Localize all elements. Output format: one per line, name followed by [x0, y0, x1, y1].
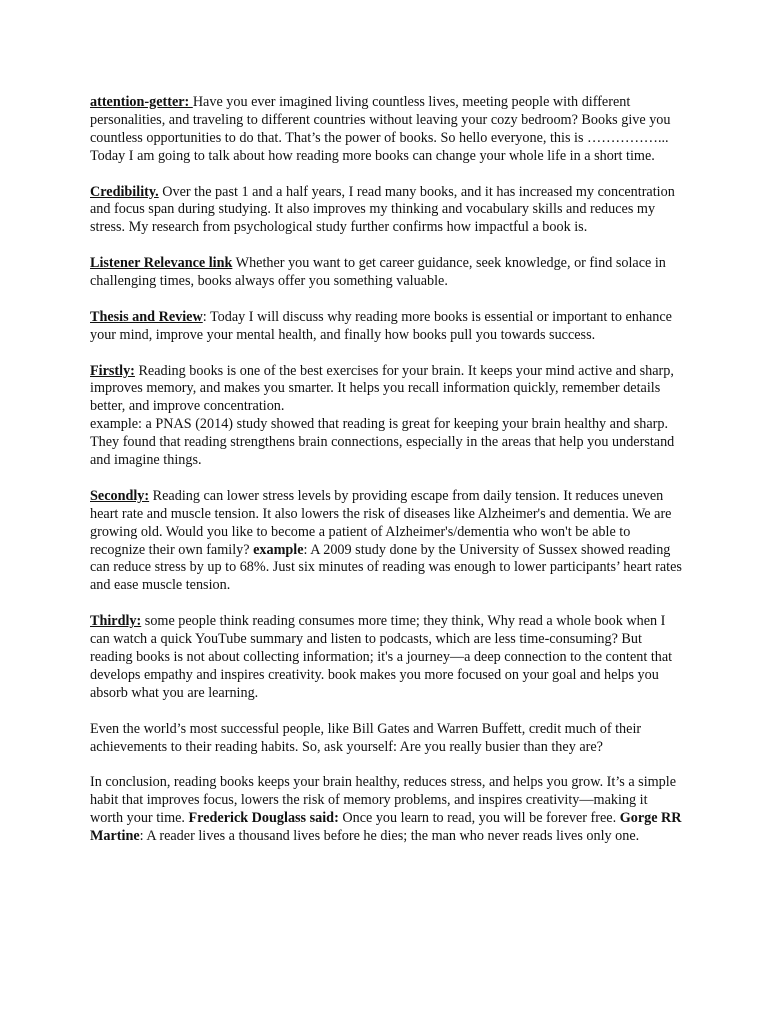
firstly-text: Reading books is one of the best exercises for your brain. It keeps your mind active and sharp, improves memory, and makes you smarter. It helps you recall information quickly, remember details better, and improve concentration. — [90, 362, 674, 415]
firstly-label: Firstly: — [90, 362, 135, 379]
credibility-text: Over the past 1 and a half years, I read many books, and it has increased my concentration and focus span during studying. It also improves my thinking and vocabulary skills and reduces my stress. My research from psychological study further confirms how impactful a book is. — [90, 183, 675, 236]
martin-quote-text: : A reader lives a thousand lives before he dies; the man who never reads lives only one. — [139, 828, 640, 845]
firstly-paragraph — [90, 363, 682, 470]
firstly-example: example: a PNAS (2014) study showed that reading is great for keeping your brain healthy and sharp. They found that reading strengthens brain connections, especially in the areas that help you understand and imagine things. — [90, 416, 675, 469]
thesis-review-text: : Today I will discuss why reading more books is essential or important to enhance your mind, improve your mental health, and finally how books pull you towards success. — [90, 308, 672, 343]
secondly-text: Reading can lower stress levels by providing escape from daily tension. It reduces uneven heart rate and muscle tension. It also lowers the risk of diseases like Alzheimer's and dementia. We are growing old. Would you like to become a patient of Alzheimer's/dementia who won't be able to recognize their own family? — [90, 487, 672, 558]
secondly-example-text: : A 2009 study done by the University of Sussex showed reading can reduce stress by up to 68%. Just six minutes of reading was enough to lower participants’ heart rates and ease muscle tension. — [90, 541, 682, 594]
credibility-paragraph — [90, 184, 682, 238]
thesis-review-label: Thesis and Review — [90, 308, 203, 325]
listener-relevance-paragraph — [90, 255, 682, 291]
thirdly-text: some people think reading consumes more time; they think, Why read a whole book when I can watch a quick YouTube summary and listen to podcasts, which are less time-consuming? But reading books is not about collecting information; it's a journey—a deep connection to the content that develops empathy and inspires creativity. book makes you more focused on your goal and helps you absorb what you are learning. — [90, 613, 673, 701]
secondly-paragraph — [90, 488, 682, 595]
successful-people-paragraph — [90, 721, 682, 757]
listener-relevance-label: Listener Relevance link — [90, 255, 233, 272]
martin-quote-label: Gorge RR Martine — [90, 810, 682, 845]
listener-relevance-text: Whether you want to get career guidance, seek knowledge, or find solace in challenging times, books always offer you something valuable. — [90, 255, 666, 290]
attention-getter-text: Have you ever imagined living countless lives, meeting people with different personalities, and traveling to different countries without leaving your cozy bedroom? Books give you countless opportunities to do that. That’s the power of books. So hello everyone, this is ……………... Today I am going to talk about how reading more books can change your whole life in a short time. — [90, 94, 671, 164]
douglass-quote-label: Frederick Douglass said: — [188, 810, 339, 827]
attention-getter-paragraph — [90, 94, 682, 166]
thirdly-label: Thirdly: — [90, 613, 142, 630]
secondly-example-label: example — [253, 541, 304, 558]
document-page — [90, 94, 682, 864]
conclusion-text: In conclusion, reading books keeps your brain healthy, reduces stress, and helps you grow. It’s a simple habit that improves focus, lowers the risk of memory problems, and inspires creativity—making it worth your time. — [90, 774, 677, 827]
attention-getter-label: attention-getter: — [90, 94, 193, 110]
thirdly-paragraph — [90, 613, 682, 703]
thesis-review-paragraph — [90, 309, 682, 345]
successful-people-text: Even the world’s most successful people, like Bill Gates and Warren Buffett, credit much of their achievements to their reading habits. So, ask yourself: Are you really busier than they are? — [90, 720, 642, 755]
douglass-quote-text: Once you learn to read, you will be forever free. — [338, 810, 620, 827]
conclusion-paragraph — [90, 774, 682, 846]
secondly-label: Secondly: — [90, 487, 150, 504]
credibility-label: Credibility. — [90, 183, 159, 200]
